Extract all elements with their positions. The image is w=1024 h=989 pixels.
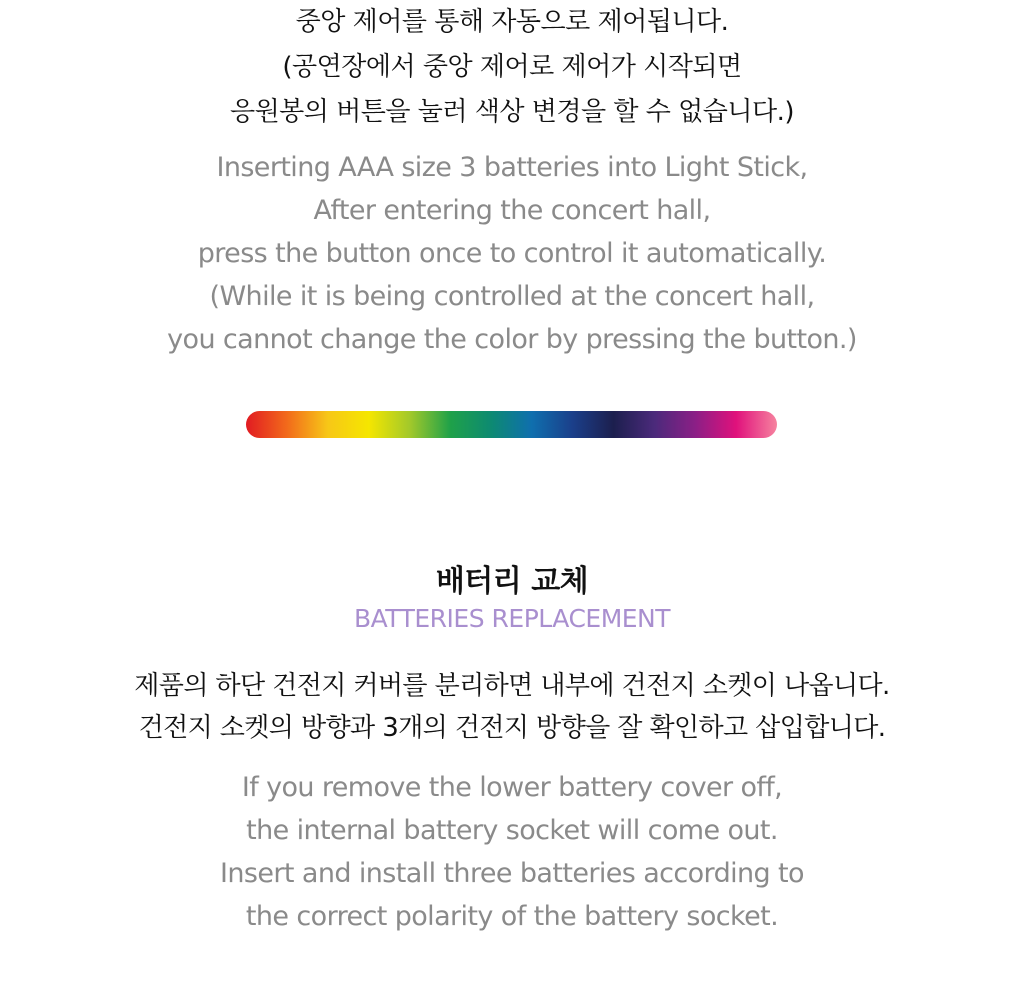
battery-instructions-english <box>0 766 1024 938</box>
rainbow-color-bar <box>246 411 777 438</box>
english-line: (While it is being controlled at the concert hall, <box>209 281 815 312</box>
korean-line: 중앙 제어를 통해 자동으로 제어됩니다. <box>295 7 729 37</box>
korean-line: 건전지 소켓의 방향과 3개의 건전지 방향을 잘 확인하고 삽입합니다. <box>138 713 886 743</box>
section-subtitle: BATTERIES REPLACEMENT <box>353 604 671 633</box>
english-line: you cannot change the color by pressing the button.) <box>167 324 857 355</box>
control-notice-korean <box>0 0 1024 135</box>
english-line: the correct polarity of the battery socket. <box>245 901 779 932</box>
battery-instructions-korean <box>0 665 1024 749</box>
english-line: Inserting AAA size 3 batteries into Light Stick, <box>216 152 808 183</box>
korean-line: 응원봉의 버튼을 눌러 색상 변경을 할 수 없습니다.) <box>229 97 795 127</box>
control-notice-english <box>0 146 1024 361</box>
korean-line: (공연장에서 중앙 제어로 제어가 시작되면 <box>282 52 742 82</box>
korean-line: 제품의 하단 건전지 커버를 분리하면 내부에 건전지 소켓이 나옵니다. <box>134 671 890 701</box>
english-line: Insert and install three batteries according to <box>220 858 804 889</box>
english-line: After entering the concert hall, <box>313 195 711 226</box>
english-line: press the button once to control it automatically. <box>197 238 827 269</box>
english-line: If you remove the lower battery cover off, <box>241 772 783 803</box>
english-line: the internal battery socket will come out. <box>246 815 778 846</box>
section-title: 배터리 교체 <box>435 564 589 599</box>
